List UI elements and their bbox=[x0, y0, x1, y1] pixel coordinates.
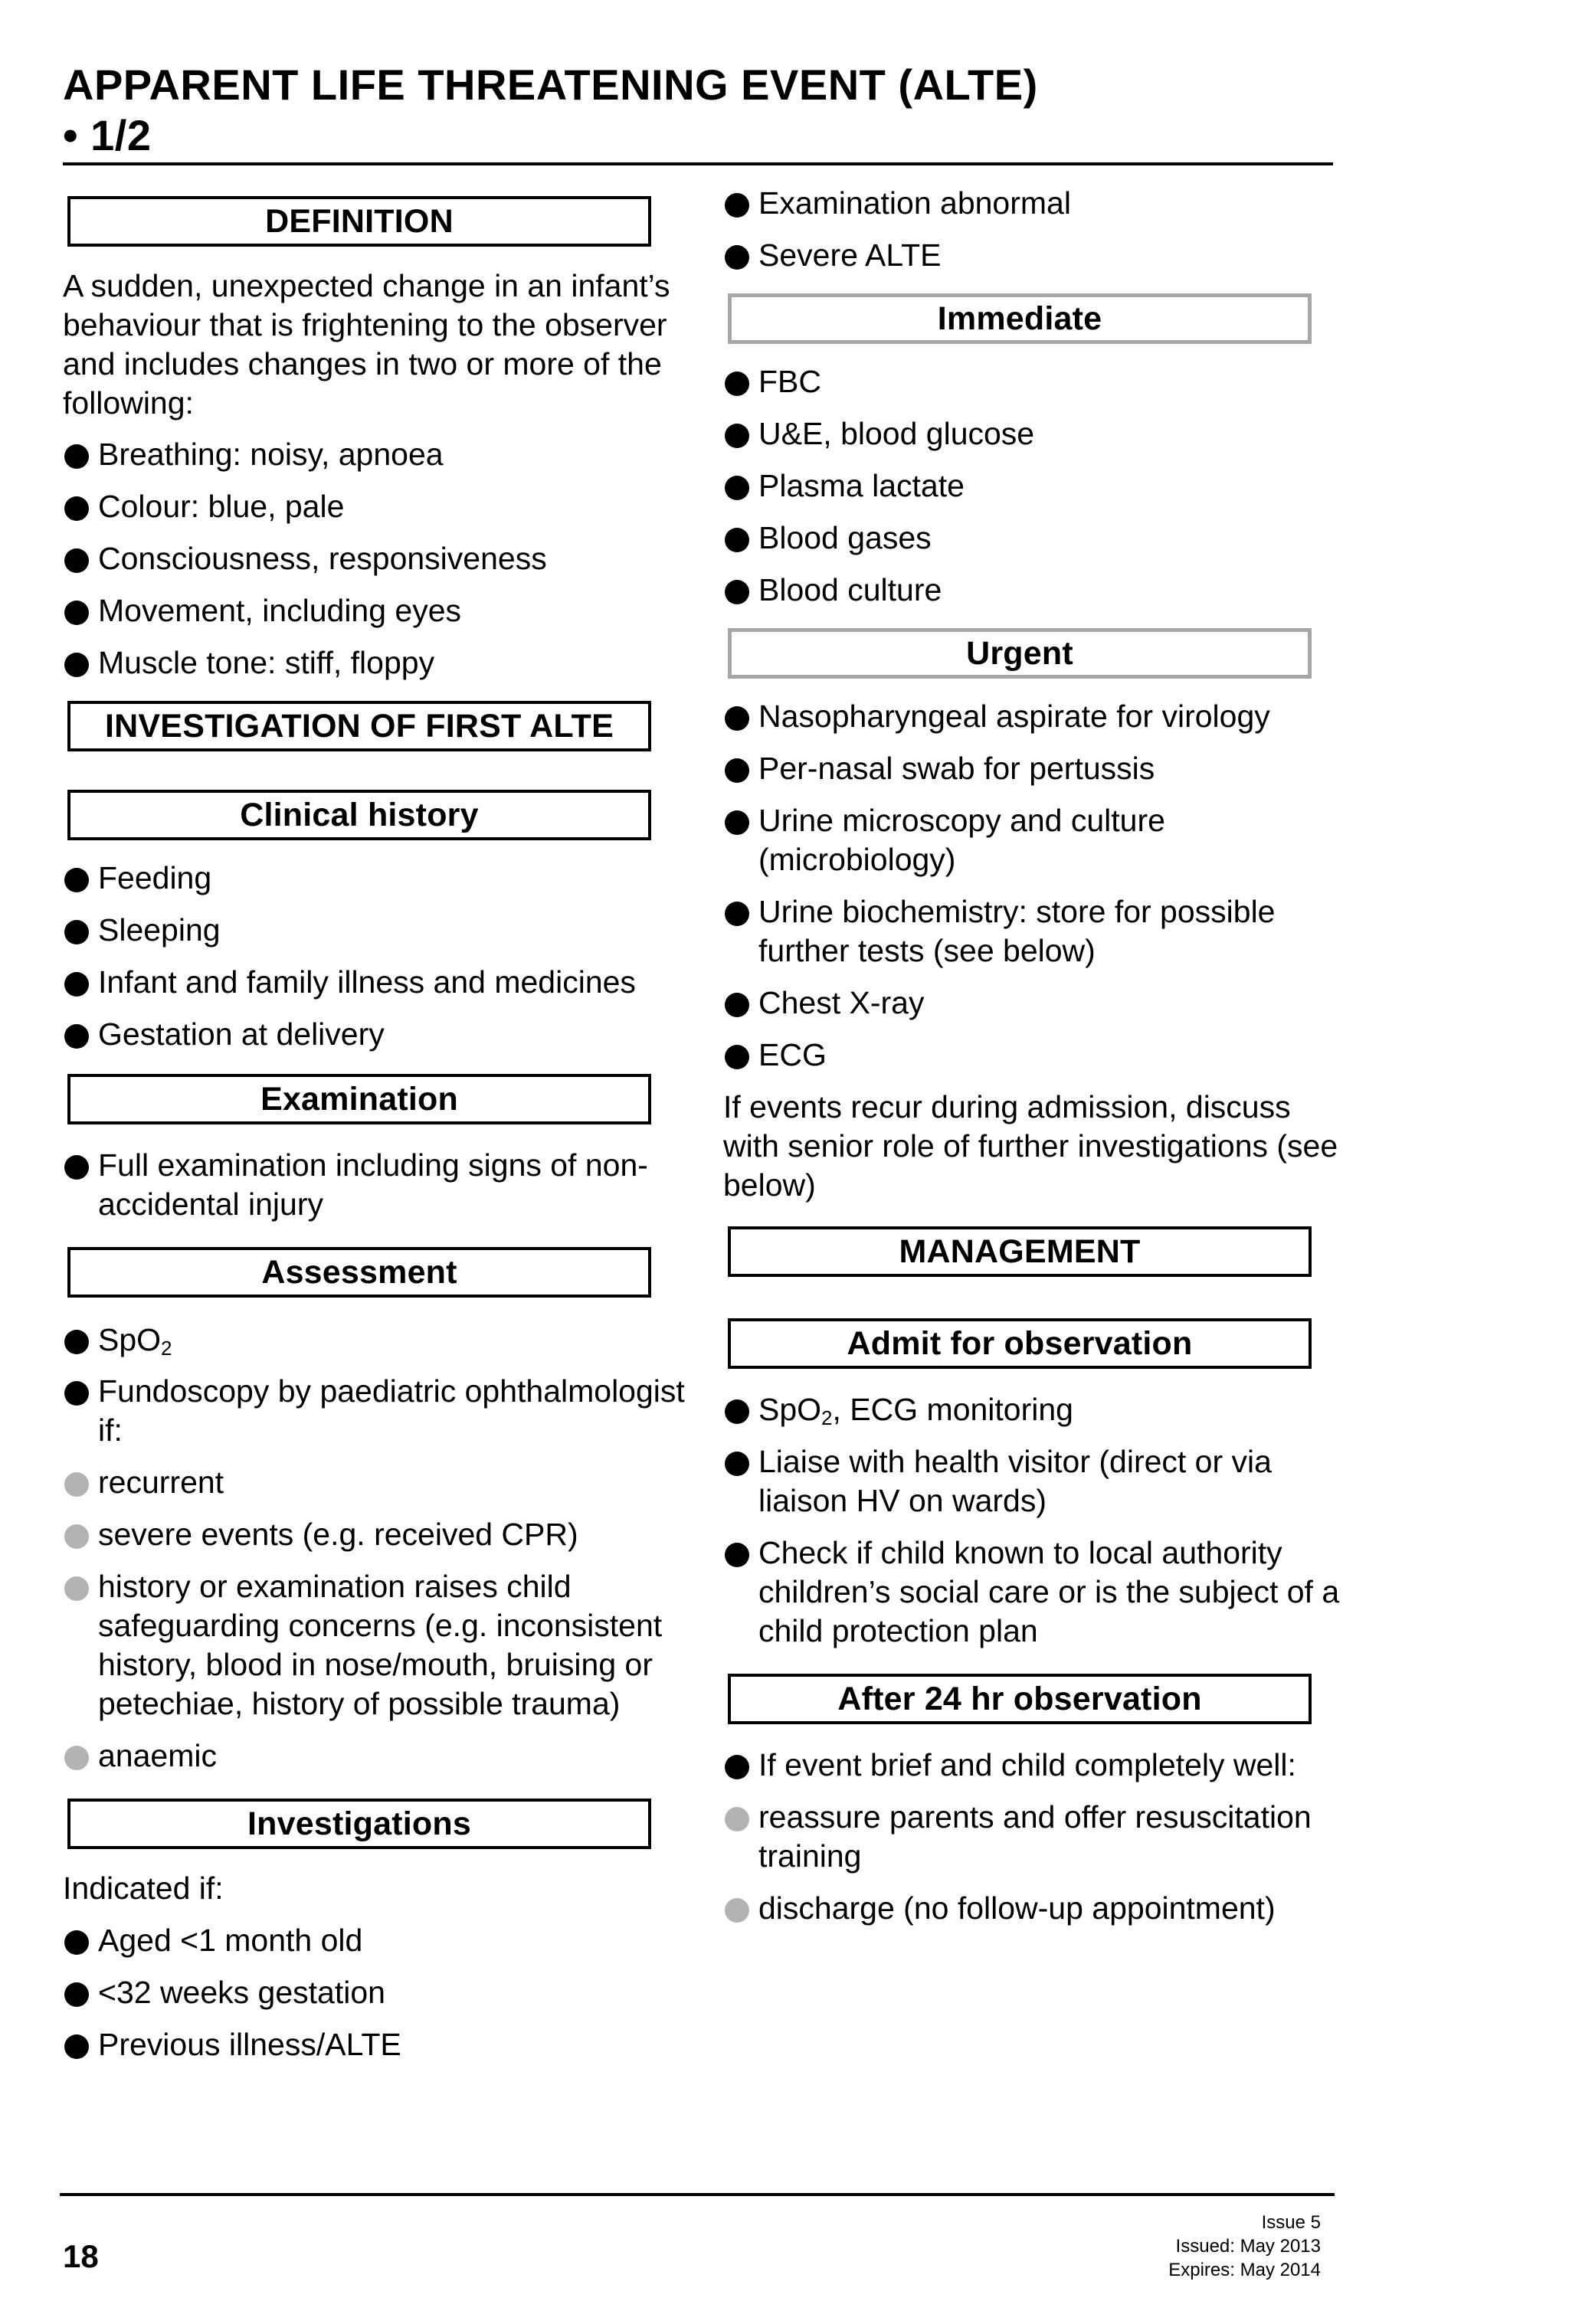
list-item: history or examination raises child safeguarding concerns (e.g. inconsistent history, blood in nose/mouth, bruising or petechiae, history of possible trauma) bbox=[63, 1567, 691, 1723]
admit-heading: Admit for observation bbox=[728, 1318, 1312, 1369]
bullet-icon bbox=[64, 1381, 89, 1406]
list-item: Check if child known to local authority children’s social care or is the subject of a child protection plan bbox=[723, 1534, 1351, 1651]
page-title bbox=[63, 60, 1350, 161]
list-item: ECG bbox=[723, 1036, 1351, 1075]
investigations-heading: Investigations bbox=[67, 1799, 651, 1849]
list-item: Fundoscopy by paediatric ophthalmologist if: bbox=[63, 1372, 691, 1450]
bullet-icon bbox=[725, 758, 749, 783]
bullet-icon bbox=[725, 245, 749, 270]
bullet-icon bbox=[725, 1543, 749, 1567]
top-rule bbox=[63, 162, 1333, 165]
list-item: If event brief and child completely well: bbox=[723, 1746, 1351, 1785]
investigation-heading: INVESTIGATION OF FIRST ALTE bbox=[67, 701, 651, 751]
sub-bullet-icon bbox=[64, 1472, 89, 1497]
list-item: Gestation at delivery bbox=[63, 1015, 691, 1054]
list-item: FBC bbox=[723, 362, 1351, 401]
clinical-history-list bbox=[63, 859, 691, 1054]
list-item: Blood gases bbox=[723, 519, 1351, 558]
title-line-1: APPARENT LIFE THREATENING EVENT (ALTE) bbox=[63, 61, 1038, 109]
bullet-icon bbox=[64, 2034, 89, 2059]
list-item: Sleeping bbox=[63, 911, 691, 950]
sub-bullet-icon bbox=[725, 1898, 749, 1923]
bullet-icon bbox=[725, 902, 749, 926]
bullet-icon bbox=[725, 424, 749, 448]
assessment-heading: Assessment bbox=[67, 1247, 651, 1298]
bullet-icon bbox=[64, 1982, 89, 2007]
list-item: Severe ALTE bbox=[723, 236, 1351, 275]
list-item: Aged <1 month old bbox=[63, 1921, 691, 1960]
expiry-date: Expires: May 2014 bbox=[1168, 2260, 1321, 2280]
management-heading: MANAGEMENT bbox=[728, 1226, 1312, 1277]
list-item: reassure parents and offer resuscitation training bbox=[723, 1798, 1351, 1876]
bullet-icon bbox=[64, 1930, 89, 1955]
list-item: Urine microscopy and culture (microbiology) bbox=[723, 801, 1351, 879]
definition-heading: DEFINITION bbox=[67, 196, 651, 247]
list-item: Movement, including eyes bbox=[63, 591, 691, 630]
left-column bbox=[63, 184, 691, 2064]
bullet-icon bbox=[64, 444, 89, 469]
examination-list bbox=[63, 1146, 691, 1224]
list-item: anaemic bbox=[63, 1736, 691, 1776]
bullet-icon bbox=[725, 1452, 749, 1476]
bullet-icon bbox=[64, 1155, 89, 1180]
urgent-list bbox=[723, 697, 1351, 1075]
list-item: Colour: blue, pale bbox=[63, 487, 691, 526]
bullet-icon bbox=[725, 810, 749, 835]
issue-info bbox=[1014, 2211, 1321, 2282]
bullet-icon bbox=[64, 868, 89, 892]
list-item: Chest X-ray bbox=[723, 984, 1351, 1023]
bullet-icon bbox=[64, 972, 89, 997]
list-item: Blood culture bbox=[723, 571, 1351, 610]
after-observation-list bbox=[723, 1746, 1351, 1928]
list-item: Per-nasal swab for pertussis bbox=[723, 749, 1351, 788]
definition-text: A sudden, unexpected change in an infant’s behaviour that is frightening to the observer and includes changes in two or more of the following: bbox=[63, 268, 670, 421]
list-item: Breathing: noisy, apnoea bbox=[63, 435, 691, 474]
bullet-icon bbox=[64, 548, 89, 573]
list-item: severe events (e.g. received CPR) bbox=[63, 1515, 691, 1554]
sub-bullet-icon bbox=[725, 1807, 749, 1831]
list-item: Muscle tone: stiff, floppy bbox=[63, 643, 691, 682]
bullet-icon bbox=[725, 1045, 749, 1069]
list-item: Nasopharyngeal aspirate for virology bbox=[723, 697, 1351, 736]
assessment-list bbox=[63, 1321, 691, 1776]
list-item: Feeding bbox=[63, 859, 691, 898]
immediate-heading: Immediate bbox=[728, 293, 1312, 344]
bottom-rule bbox=[60, 2193, 1335, 2196]
recur-text: If events recur during admission, discuss with senior role of further investigations (see below) bbox=[723, 1089, 1338, 1203]
after-observation-heading: After 24 hr observation bbox=[728, 1674, 1312, 1724]
bullet-icon bbox=[64, 1024, 89, 1049]
bullet-icon bbox=[64, 1330, 89, 1354]
bullet-icon bbox=[725, 528, 749, 552]
bullet-icon bbox=[64, 920, 89, 944]
definition-list bbox=[63, 435, 691, 682]
bullet-icon bbox=[725, 372, 749, 396]
indicated-list bbox=[63, 1921, 691, 2064]
list-item: recurrent bbox=[63, 1463, 691, 1502]
bullet-icon bbox=[725, 993, 749, 1017]
list-item: SpO$_2$, ECG monitoring bbox=[723, 1390, 1351, 1429]
list-item: discharge (no follow-up appointment) bbox=[723, 1889, 1351, 1928]
bullet-icon bbox=[725, 1399, 749, 1424]
urgent-heading: Urgent bbox=[728, 628, 1312, 679]
list-item: U&E, blood glucose bbox=[723, 414, 1351, 453]
list-item: Plasma lactate bbox=[723, 466, 1351, 506]
sub-bullet-icon bbox=[64, 1746, 89, 1770]
issue-number: Issue 5 bbox=[1261, 2212, 1321, 2233]
list-item: Consciousness, responsiveness bbox=[63, 539, 691, 578]
issued-date: Issued: May 2013 bbox=[1175, 2236, 1321, 2257]
right-column bbox=[723, 184, 1351, 1928]
examination-heading: Examination bbox=[67, 1074, 651, 1124]
bullet-icon bbox=[725, 706, 749, 731]
page-number: 18 bbox=[63, 2238, 99, 2274]
list-item: Full examination including signs of non-accidental injury bbox=[63, 1146, 691, 1224]
bullet-icon bbox=[64, 601, 89, 625]
bullet-icon bbox=[725, 580, 749, 604]
list-item: Liaise with health visitor (direct or via liaison HV on wards) bbox=[723, 1442, 1351, 1520]
clinical-history-heading: Clinical history bbox=[67, 790, 651, 840]
list-item: Urine biochemistry: store for possible further tests (see below) bbox=[723, 892, 1351, 971]
sub-bullet-icon bbox=[64, 1524, 89, 1549]
list-item: Previous illness/ALTE bbox=[63, 2025, 691, 2064]
bullet-icon bbox=[725, 476, 749, 500]
admit-list bbox=[723, 1390, 1351, 1651]
list-item: SpO$_2$ bbox=[63, 1321, 691, 1360]
list-item: Infant and family illness and medicines bbox=[63, 963, 691, 1002]
bullet-icon bbox=[725, 1755, 749, 1779]
bullet-icon bbox=[64, 653, 89, 677]
title-line-2: • 1/2 bbox=[63, 111, 152, 159]
sub-bullet-icon bbox=[64, 1576, 89, 1601]
criteria-list bbox=[723, 184, 1351, 275]
indicated-text: Indicated if: bbox=[63, 1871, 224, 1906]
immediate-list bbox=[723, 362, 1351, 610]
bullet-icon bbox=[725, 193, 749, 218]
bullet-icon bbox=[64, 496, 89, 521]
list-item: <32 weeks gestation bbox=[63, 1973, 691, 2012]
list-item: Examination abnormal bbox=[723, 184, 1351, 223]
